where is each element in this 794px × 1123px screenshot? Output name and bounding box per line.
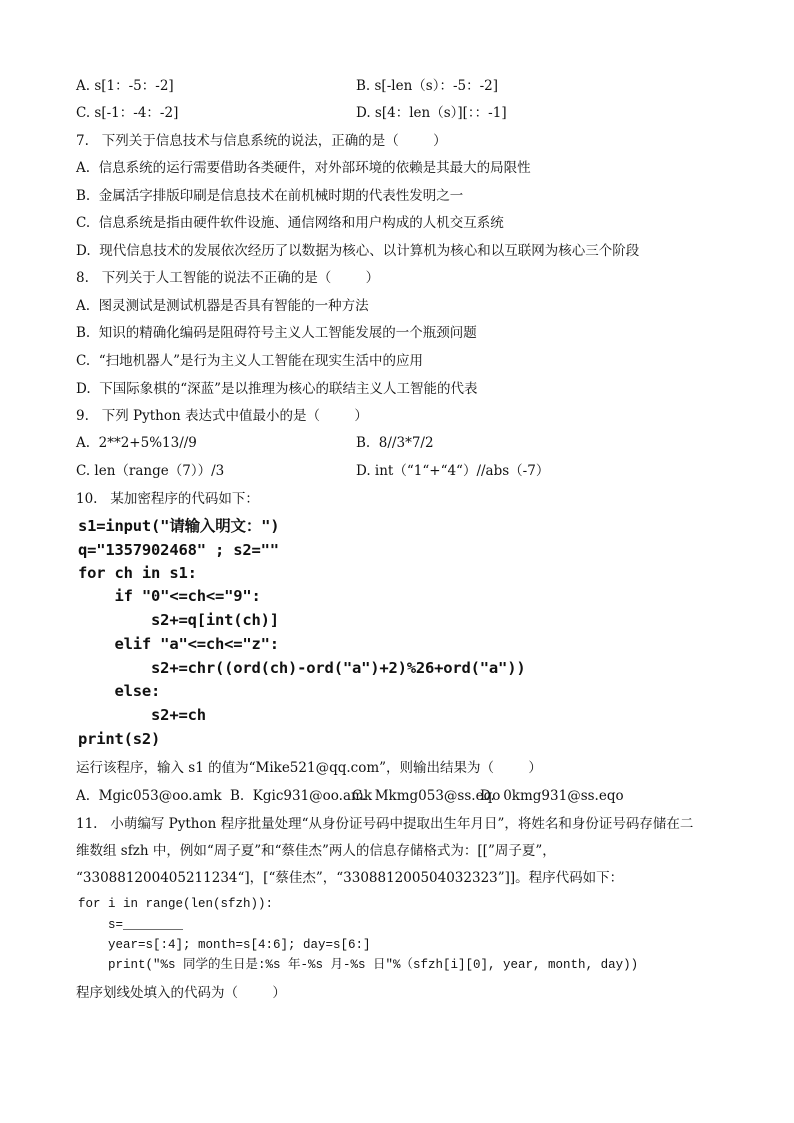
q11-stem-line3: “330881200405211234“]，[“蔡佳杰”，“330881200504032323”]]。程序代码如下：: [76, 870, 624, 886]
q9-stem: 9. 下列 Python 表达式中值最小的是（ ）: [76, 408, 368, 424]
code-line: if "0"<=ch<="9":: [78, 587, 261, 605]
code-line: for ch in s1:: [78, 564, 197, 582]
q8-option-d: D. 下国际象棋的“深蓝”是以推理为核心的联结主义人工智能的代表: [76, 381, 478, 397]
code-line: q="1357902468" ; s2="": [78, 541, 279, 559]
q11-stem-line1: 11. 小萌编写 Python 程序批量处理“从身份证号码中提取出生年月日”，将姓名和身份证号码存储在二: [76, 816, 694, 832]
code-line: s2+=ch: [78, 706, 206, 724]
code-line: print("%s 同学的生日是:%s 年-%s 月-%s 日"%（sfzh[i][0], year, month, day)): [78, 958, 639, 972]
q10-question: 运行该程序，输入 s1 的值为“Mike521@qq.com”，则输出结果为（ ）: [76, 760, 542, 776]
code-line: s2+=chr((ord(ch)-ord("a")+2)%26+ord("a")): [78, 659, 526, 677]
q9-option-c: C. len（range（7））/3: [76, 463, 225, 479]
q6-option-c: C. s[-1：-4：-2]: [76, 105, 179, 121]
q10-option-d: D. 0kmg931@ss.eqo: [480, 788, 624, 804]
q10-stem: 10. 某加密程序的代码如下：: [76, 491, 259, 507]
q9-option-d: D. int（“1“+“4“）//abs（-7）: [356, 463, 550, 479]
code-line: else:: [78, 682, 161, 700]
q6-option-a: A. s[1：-5：-2]: [76, 78, 174, 94]
code-line: s1=input("请输入明文："): [78, 517, 280, 535]
code-line: for i in range(len(sfzh)):: [78, 897, 274, 911]
q7-option-b: B. 金属活字排版印刷是信息技术在前机械时期的代表性发明之一: [76, 188, 464, 204]
q11-closing: 程序划线处填入的代码为（ ）: [76, 985, 286, 1001]
code-line: year=s[:4]; month=s[4:6]; day=s[6:]: [78, 938, 371, 952]
q6-option-d: D. s[4：len（s）][：：-1]: [356, 105, 507, 121]
q8-option-b: B. 知识的精确化编码是阻碍符号主义人工智能发展的一个瓶颈问题: [76, 325, 477, 341]
code-line: print(s2): [78, 730, 161, 748]
q7-option-c: C. 信息系统是指由硬件软件设施、通信网络和用户构成的人机交互系统: [76, 215, 504, 231]
q8-stem: 8. 下列关于人工智能的说法不正确的是（ ）: [76, 270, 380, 286]
q6-option-b: B. s[-len（s）：-5：-2]: [356, 78, 499, 94]
q7-option-a: A. 信息系统的运行需要借助各类硬件，对外部环境的依赖是其最大的局限性: [76, 160, 531, 176]
q8-option-c: C. “扫地机器人”是行为主义人工智能在现实生活中的应用: [76, 353, 424, 369]
q9-option-b: B. 8//3*7/2: [356, 435, 434, 451]
code-line: s2+=q[int(ch)]: [78, 611, 279, 629]
q11-stem-line2: 维数组 sfzh 中，例如“周子夏”和“蔡佳杰”两人的信息存储格式为：[[”周子夏”，: [76, 843, 556, 859]
code-line: s=________: [78, 918, 184, 932]
q9-option-a: A. 2**2+5%13//9: [76, 435, 197, 451]
code-line: elif "a"<=ch<="z":: [78, 635, 279, 653]
q7-option-d: D. 现代信息技术的发展依次经历了以数据为核心、以计算机为核心和以互联网为核心三个阶段: [76, 243, 640, 259]
q10-option-a: A. Mgic053@oo.amk: [76, 788, 222, 804]
q8-option-a: A. 图灵测试是测试机器是否具有智能的一种方法: [76, 298, 369, 314]
q10-option-b: B. Kgic931@oo.amk: [230, 788, 373, 804]
q10-option-c: C. Mkmg053@ss.eqo: [352, 788, 501, 804]
q7-stem: 7. 下列关于信息技术与信息系统的说法，正确的是（ ）: [76, 133, 447, 149]
